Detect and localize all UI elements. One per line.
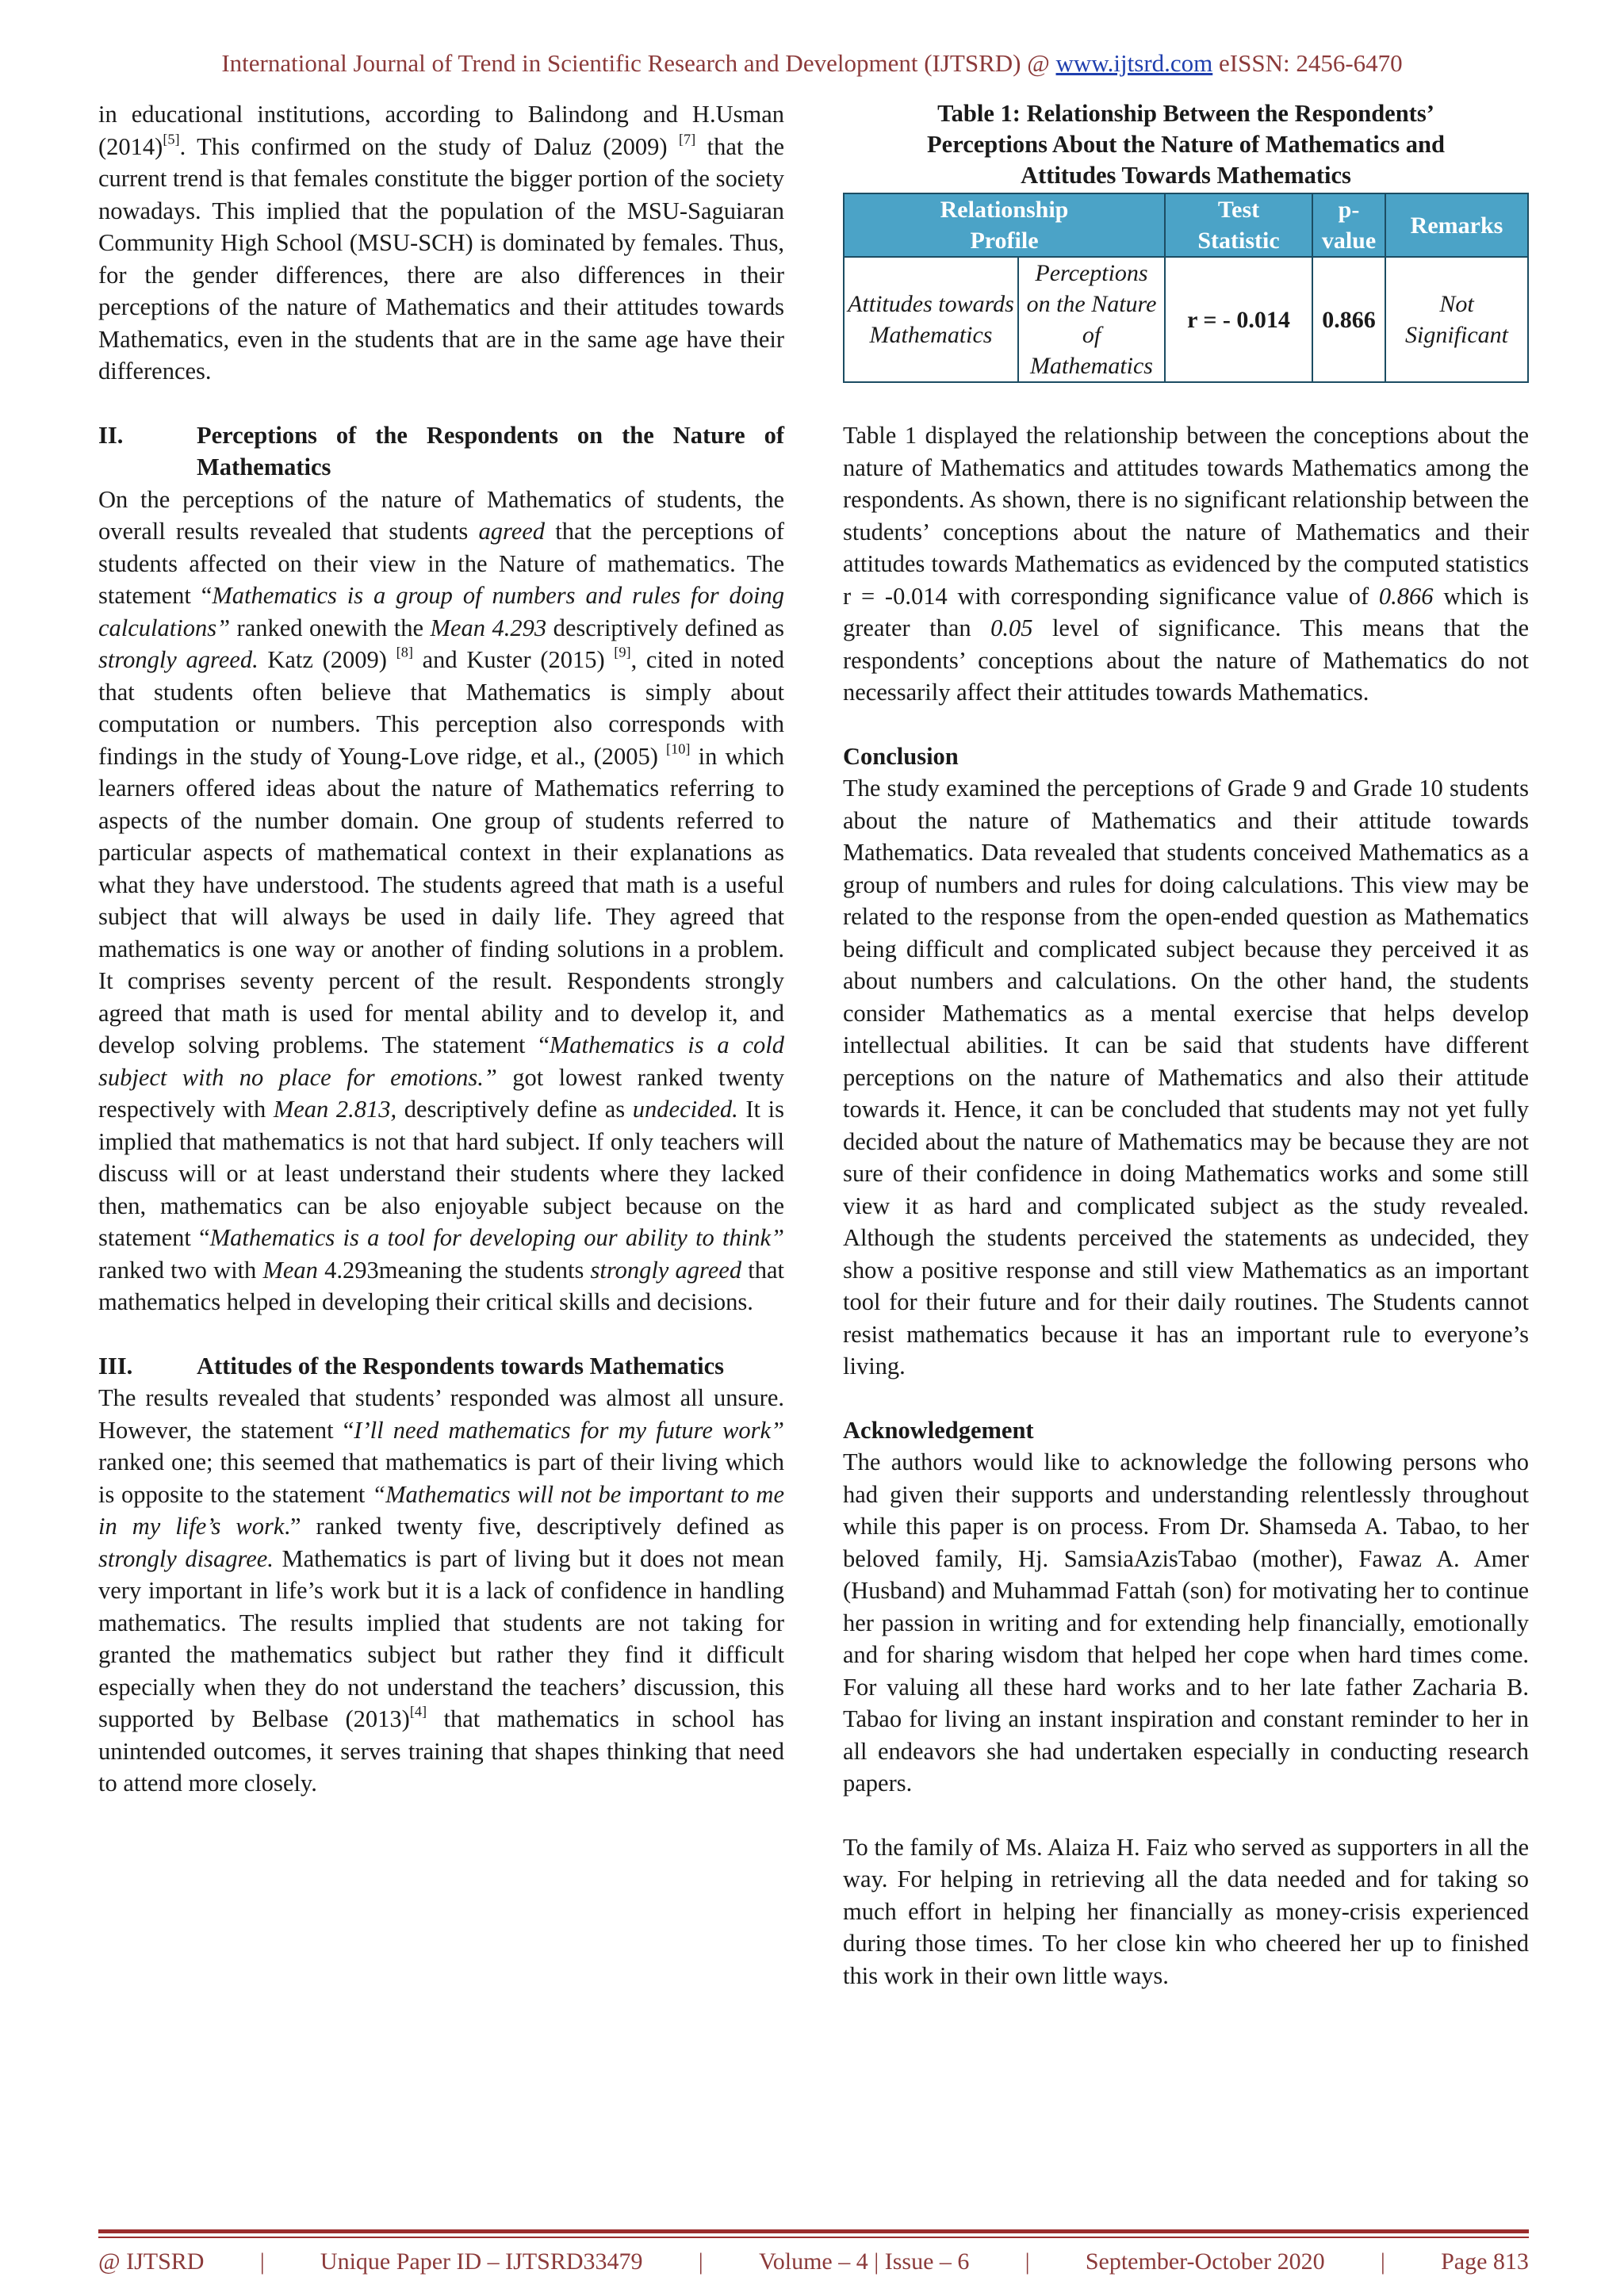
citation-ref: [7] (678, 130, 696, 147)
relationship-table (843, 193, 1529, 383)
journal-url-link[interactable]: www.ijtsrd.com (1055, 49, 1213, 77)
journal-issn: eISSN: 2456-6470 (1212, 49, 1403, 77)
conclusion-heading: Conclusion (843, 742, 959, 770)
section-title: Attitudes of the Respondents towards Mathematics (197, 1352, 725, 1380)
journal-name: International Journal of Trend in Scientific Research and Development (IJTSRD) @ (221, 49, 1056, 77)
header-statistic: Statistic (1165, 225, 1312, 257)
citation-ref: [4] (409, 1703, 427, 1720)
cell-test-statistic: r = - 0.014 (1165, 257, 1312, 382)
table-header-row (844, 193, 1528, 225)
footer-volume-issue: Volume – 4 | Issue – 6 (758, 2248, 970, 2275)
footer-separator: | (698, 2248, 703, 2275)
footer-page-number: Page 813 (1441, 2248, 1529, 2275)
attitudes-paragraph: The results revealed that students’ responded was almost all unsure. However, the statement “I’ll need mathematics for my future work” ranked one; this seemed that mathematics is part of their living which is opposite to the statement “Mathematics will not be important to me in my life’s work.” ranked twenty five, descriptively defined as strongly disagree. Mathematics is part of living but it does not mean very important in life’s work but it is a lack of confidence in handling mathematics. The results implied that students are not taking for granted the mathematics subject but rather they find it difficult especially when they do not understand the teachers’ discussion, this supported by Belbase (2013)[4] that mathematics in school has unintended outcomes, it serves training that shapes thinking that need to attend more closely. (98, 1384, 785, 1797)
footer-divider (98, 2237, 1529, 2238)
footer-separator: | (1380, 2248, 1385, 2275)
acknowledgement-paragraph: The authors would like to acknowledge the following persons who had given their supports and understanding relentlessly throughout while this paper is on process. From Dr. Shamseda A. Tabao, to her beloved family, Hj. SamsiaAzisTabao (mother), Fawaz A. Amer (Husband) and Muhammad Fattah (son) for motivating her to continue her passion in writing and for extending help financially, emotionally and for sharing wisdom that helped her cope when hard times come. For valuing all these hard works and to her late father Zacharia B. Tabao for living an instant inspiration and constant reminder to her in all endeavors she had undertaken especially in conducting research papers. (843, 1448, 1529, 1797)
header-relationship: Relationship (844, 193, 1165, 225)
footer-separator: | (259, 2248, 265, 2275)
intro-paragraph: in educational institutions, according to Balindong and H.Usman (2014)[5]. This confirmed on the study of Daluz (2009) [7] that the current trend is that females constitute the bigger portion of the society nowadays. This implied that the population of the MSU-Saguiaran Community High School (MSU-SCH) is dominated by females. Thus, for the gender differences, there are also differences in their perceptions of the nature of Mathematics and their attitudes towards Mathematics, even in the students that are in the same age have their differences. (98, 101, 784, 385)
citation-ref: [9] (614, 644, 631, 660)
header-profile: Profile (844, 225, 1165, 257)
footer-paper-id: Unique Paper ID – IJTSRD33479 (320, 2248, 643, 2275)
footer-separator: | (1025, 2248, 1030, 2275)
cell-p-value: 0.866 (1312, 257, 1385, 382)
section-number: II. (98, 421, 124, 449)
journal-header (0, 49, 1624, 78)
right-column (843, 98, 1529, 1992)
section-heading-attitudes (98, 1350, 784, 1383)
cell-variable-1: Attitudes towards Mathematics (844, 257, 1018, 382)
cell-variable-2: Perceptions on the Nature of Mathematics (1018, 257, 1165, 382)
footer-date: September-October 2020 (1085, 2248, 1325, 2275)
citation-ref: [10] (666, 740, 691, 756)
cell-remarks: Not Significant (1385, 257, 1528, 382)
header-value: value (1312, 225, 1385, 257)
table-discussion-paragraph: Table 1 displayed the relationship between the conceptions about the nature of Mathematics and attitudes towards Mathematics among the respondents. As shown, there is no significant relationship between the students’ conceptions about the nature of Mathematics and their attitudes towards Mathematics as evidenced by the computed statistics r = -0.014 with corresponding significance value of 0.866 which is greater than 0.05 level of significance. This means that the respondents’ conceptions about the nature of Mathematics do not necessarily affect their attitudes towards Mathematics. (843, 422, 1529, 706)
page-footer (98, 2248, 1529, 2275)
footer-copyright: @ IJTSRD (98, 2248, 205, 2275)
acknowledgement-heading: Acknowledgement (843, 1416, 1034, 1444)
citation-ref: [8] (396, 644, 413, 660)
section-number: III. (98, 1352, 133, 1380)
citation-ref: [5] (163, 130, 180, 147)
perceptions-paragraph: On the perceptions of the nature of Mathematics of students, the overall results revealed that students agreed that the perceptions of students affected on their view in the Nature of mathematics. The statement “Mathematics is a group of numbers and rules for doing calculations” ranked onewith the Mean 4.293 descriptively defined as strongly agreed. Katz (2009) [8] and Kuster (2015) [9], cited in noted that students often believe that Mathematics is simply about computation or numbers. This perception also corresponds with findings in the study of Young-Love ridge, et al., (2005) [10] in which learners offered ideas about the nature of Mathematics referring to aspects of the number domain. One group of students referred to particular aspects of mathematical context in their explanations as what they have understood. The students agreed that math is a useful subject that will always be used in daily life. They agreed that mathematics is one way or another of finding solutions in a problem. It comprises seventy percent of the result. Respondents strongly agreed that math is used for mental ability and to develop it, and develop solving problems. The statement “Mathematics is a cold subject with no place for emotions.” got lowest ranked twenty respectively with Mean 2.813, descriptively define as undecided. It is implied that mathematics is not that hard subject. If only teachers will discuss will or at least understand their students where they lacked then, mathematics can be also enjoyable subject because on the statement “Mathematics is a tool for developing our ability to think” ranked two with Mean 4.293meaning the students strongly agreed that mathematics helped in developing their critical skills and decisions. (98, 485, 785, 1315)
header-p: p- (1312, 193, 1385, 225)
table-row (844, 257, 1528, 382)
conclusion-paragraph: The study examined the perceptions of Grade 9 and Grade 10 students about the nature of Mathematics and their attitude towards Mathematics. Data revealed that students conceived Mathematics as a group of numbers and rules for doing calculations. This view may be related to the response from the open-ended question as Mathematics being difficult and complicated subject because they perceived it as about numbers and calculations. On the other hand, the students consider Mathematics as a mental exercise that helps develop intellectual abilities. It can be said that students have different perceptions on the nature of Mathematics and also their attitude towards it. Hence, it can be concluded that students may not yet fully decided about the nature of Mathematics may be because they are not sure of their confidence in doing Mathematics works and some still view it as hard and complicated subject as the study revealed. Although the students perceived the statements as undecided, they show a positive response and still view Mathematics as an important tool for their future and for their daily routines. The Students cannot resist mathematics because it has an important rule to everyone’s living. (843, 775, 1529, 1380)
section-heading-perceptions (98, 419, 784, 484)
table-caption: Table 1: Relationship Between the Respondents’ Perceptions About the Nature of Mathematics and Attitudes Towards Mathematics (927, 100, 1445, 189)
footer-divider (98, 2229, 1529, 2233)
header-test: Test (1165, 193, 1312, 225)
acknowledgement-paragraph: To the family of Ms. Alaiza H. Faiz who served as supporters in all the way. For helping in retrieving all the data needed and for taking so much effort in helping her financially as money-crisis experienced during those times. To her close kin who cheered her up to finished this work in their own little ways. (843, 1833, 1529, 1989)
section-title: Perceptions of the Respondents on the Nature of Mathematics (197, 421, 784, 480)
header-remarks: Remarks (1385, 193, 1528, 257)
left-column (98, 98, 784, 1800)
